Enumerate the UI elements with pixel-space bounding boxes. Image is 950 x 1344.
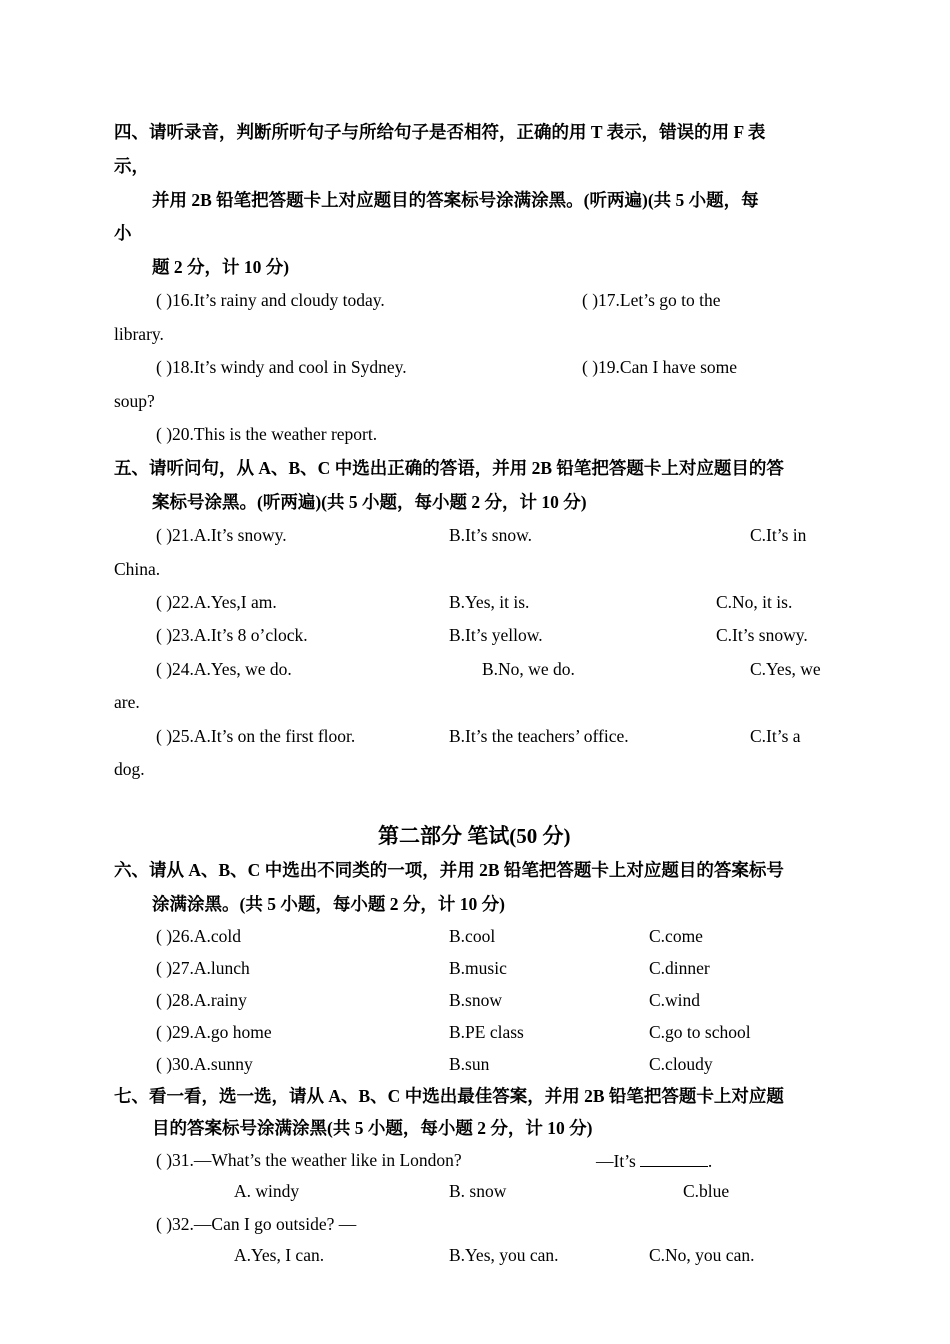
- question-23-option-b: B.It’s yellow.: [449, 625, 543, 645]
- question-29-option-b: B.PE class: [449, 1022, 524, 1042]
- question-23-option-c: C.It’s snowy.: [716, 625, 808, 645]
- question-21-option-b: B.It’s snow.: [449, 525, 532, 545]
- question-17-wrap: library.: [114, 324, 164, 344]
- question-22-option-c: C.No, it is.: [716, 592, 793, 612]
- question-25-option-a: ( )25.A.It’s on the first floor.: [156, 726, 356, 746]
- s4-heading-line2-wrap: 小: [114, 223, 132, 243]
- question-32-option-a: A.Yes, I can.: [234, 1245, 325, 1265]
- s4-heading-line1: 四、请听录音，判断所听句子与所给句子是否相符，正确的用 T 表示，错误的用 F 表: [114, 122, 766, 142]
- question-31-stem: ( )31.—What’s the weather like in London?: [156, 1150, 462, 1170]
- question-21-option-a: ( )21.A.It’s snowy.: [156, 525, 287, 545]
- question-22-option-b: B.Yes, it is.: [449, 592, 530, 612]
- question-28-option-a: ( )28.A.rainy: [156, 990, 247, 1010]
- question-25-option-c: C.It’s a: [750, 726, 801, 746]
- question-20: ( )20.This is the weather report.: [156, 424, 378, 444]
- question-29-option-a: ( )29.A.go home: [156, 1022, 272, 1042]
- question-23-option-a: ( )23.A.It’s 8 o’clock.: [156, 625, 308, 645]
- s4-heading-line2: 并用 2B 铅笔把答题卡上对应题目的答案标号涂满涂黑。(听两遍)(共 5 小题，每: [152, 190, 759, 210]
- question-27-option-c: C.dinner: [649, 958, 710, 978]
- question-18: ( )18.It’s windy and cool in Sydney.: [156, 357, 407, 377]
- question-21-option-c: C.It’s in: [750, 525, 807, 545]
- question-24-option-a: ( )24.A.Yes, we do.: [156, 659, 292, 679]
- question-21-wrap: China.: [114, 559, 161, 579]
- question-26-option-c: C.come: [649, 926, 703, 946]
- s4-heading-line3: 题 2 分，计 10 分): [152, 257, 290, 277]
- question-28-option-c: C.wind: [649, 990, 701, 1010]
- question-30-option-b: B.sun: [449, 1054, 490, 1074]
- question-16: ( )16.It’s rainy and cloudy today.: [156, 290, 385, 310]
- question-27-option-a: ( )27.A.lunch: [156, 958, 250, 978]
- question-29-option-c: C.go to school: [649, 1022, 751, 1042]
- s6-heading-line1: 六、请从 A、B、C 中选出不同类的一项，并用 2B 铅笔把答题卡上对应题目的答案标号: [114, 860, 784, 880]
- question-24-option-b: B.No, we do.: [482, 659, 575, 679]
- question-19-wrap: soup?: [114, 391, 155, 411]
- question-31-option-c: C.blue: [683, 1181, 730, 1201]
- question-26-option-b: B.cool: [449, 926, 496, 946]
- question-30-option-c: C.cloudy: [649, 1054, 713, 1074]
- question-19: ( )19.Can I have some: [582, 357, 738, 377]
- question-28-option-b: B.snow: [449, 990, 502, 1010]
- question-27-option-b: B.music: [449, 958, 507, 978]
- question-32-stem: ( )32.—Can I go outside? —: [156, 1214, 357, 1234]
- question-24-option-c: C.Yes, we: [750, 659, 821, 679]
- question-31-option-b: B. snow: [449, 1181, 507, 1201]
- s4-heading-line1-wrap: 示，: [114, 156, 149, 176]
- question-24-wrap: are.: [114, 692, 140, 712]
- question-26-option-a: ( )26.A.cold: [156, 926, 242, 946]
- question-31-response: [596, 1152, 712, 1171]
- part-two-title: 第二部分 笔试(50 分): [378, 824, 571, 848]
- s6-heading-line2: 涂满涂黑。(共 5 小题，每小题 2 分，计 10 分): [152, 894, 505, 914]
- question-32-option-b: B.Yes, you can.: [449, 1245, 559, 1265]
- answer-blank: [640, 1152, 708, 1167]
- question-31-response-text: —It’s: [596, 1151, 636, 1171]
- question-31-option-a: A. windy: [234, 1181, 300, 1201]
- s7-heading-line1: 七、看一看，选一选，请从 A、B、C 中选出最佳答案，并用 2B 铅笔把答题卡上对应题: [114, 1086, 784, 1106]
- question-30-option-a: ( )30.A.sunny: [156, 1054, 253, 1074]
- question-31-response-end: .: [707, 1151, 713, 1171]
- s7-heading-line2: 目的答案标号涂满涂黑(共 5 小题，每小题 2 分，计 10 分): [152, 1118, 593, 1138]
- question-22-option-a: ( )22.A.Yes,I am.: [156, 592, 277, 612]
- s5-heading-line1: 五、请听问句，从 A、B、C 中选出正确的答语，并用 2B 铅笔把答题卡上对应题目的答: [114, 458, 784, 478]
- question-25-wrap: dog.: [114, 759, 145, 779]
- question-32-option-c: C.No, you can.: [649, 1245, 755, 1265]
- question-25-option-b: B.It’s the teachers’ office.: [449, 726, 629, 746]
- s5-heading-line2: 案标号涂黑。(听两遍)(共 5 小题，每小题 2 分，计 10 分): [152, 492, 587, 512]
- question-17: ( )17.Let’s go to the: [582, 290, 721, 310]
